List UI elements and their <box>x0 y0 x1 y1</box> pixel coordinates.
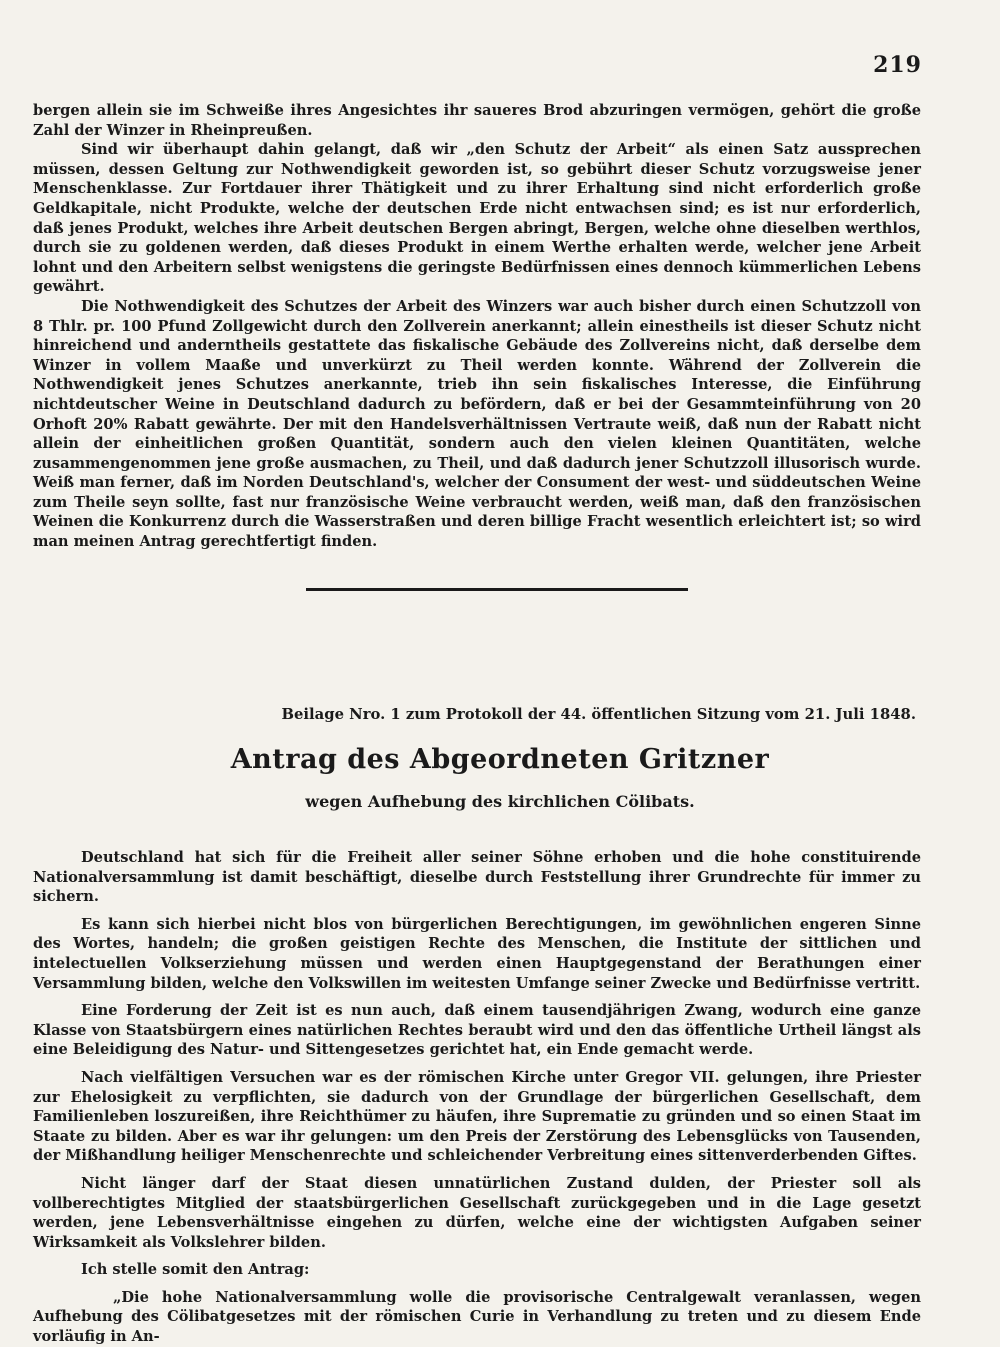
page-number: 219 <box>873 52 922 78</box>
paragraph: Nach vielfältigen Versuchen war es der römischen Kirche unter Gregor VII. gelungen, ihre Priester zur Ehelosigkeit zu verpflichten, sie dadurch von der Grundlage der bürgerlichen Gesellschaft, dem Familienleben loszureißen, ihre Reichthümer zu häufen, ihre Suprematie zu gründen und so einen Staat im Staate zu bilden. Aber es war ihr gelungen: um den Preis der Zerstörung des Lebensglücks von Tausenden, der Mißhandlung heiliger Menschenrechte und schleichender Verbreitung eines sittenverderbenden Giftes. <box>33 1068 921 1165</box>
paragraph: Eine Forderung der Zeit ist es nun auch, daß einem tausendjährigen Zwang, wodurch eine ganze Klasse von Staatsbürgern eines natürlichen Rechtes beraubt wird und den das öffentliche Urtheil längst als eine Beleidigung des Natur- und Sittengesetzes gerichtet hat, ein Ende gemacht werde. <box>33 1002 921 1059</box>
antrag-title: Antrag des Abgeordneten Gritzner <box>230 744 770 775</box>
paragraph: Ich stelle somit den Antrag: <box>81 1261 310 1279</box>
section-winzer <box>33 101 921 552</box>
paragraph: Nicht länger darf der Staat diesen unnatürlichen Zustand dulden, der Priester soll als vollberechtigtes Mitglied der staatsbürgerlichen Gesellschaft zurückgegeben und in die Lage gesetzt werden, jene Lebensverhältnisse eingehen zu dürfen, welche eine der wichtigsten Aufgaben seiner Wirksamkeit als Volkslehrer bilden. <box>33 1174 921 1251</box>
paragraph: Sind wir überhaupt dahin gelangt, daß wir „den Schutz der Arbeit“ als einen Satz aussprechen müssen, dessen Geltung zur Nothwendigkeit geworden ist, so gebührt dieser Schutz vorzugsweise jener Menschenklasse. Zur Fortdauer ihrer Thätigkeit und zu ihrer Erhaltung sind nicht erforderlich große Geldkapitale, nicht Produkte, welche der deutschen Erde nicht entwachsen sind; es ist nur erforderlich, daß jenes Produkt, welches ihre Arbeit deutschen Bergen abringt, Bergen, welche ohne dieselben werthlos, durch sie zu goldenen werden, daß dieses Produkt in einem Werthe erhalten werde, welcher jene Arbeit lohnt und den Arbeitern selbst wenigstens die geringste Bedürfnissen eines dennoch kümmerlichen Lebens gewährt. <box>33 141 921 296</box>
section-divider <box>306 588 688 591</box>
paragraph: bergen allein sie im Schweiße ihres Angesichtes ihr saueres Brod abzuringen vermögen, gehört die große Zahl der Winzer in Rheinpreußen. <box>33 102 921 139</box>
paragraph: Es kann sich hierbei nicht blos von bürgerlichen Berechtigungen, im gewöhnlichen engeren Sinne des Wortes, handeln; die großen geistigen Rechte des Menschen, die Institute der sittlichen und intelectuellen Volkserziehung müssen und werden einen Hauptgegenstand der Berathungen einer Versammlung bilden, welche den Volkswillen im weitesten Umfange seiner Zwecke und Bedürfnisse vertritt. <box>33 915 921 992</box>
beilage-heading: Beilage Nro. 1 zum Protokoll der 44. öffentlichen Sitzung vom 21. Juli 1848. <box>281 706 916 723</box>
section-antrag <box>33 848 921 1347</box>
paragraph: Deutschland hat sich für die Freiheit aller seiner Söhne erhoben und die hohe constituirende Nationalversammlung ist damit beschäftigt, dieselbe durch Feststellung ihrer Grundrechte für immer zu sichern. <box>33 849 921 906</box>
paragraph: Die Nothwendigkeit des Schutzes der Arbeit des Winzers war auch bisher durch einen Schutzzoll von 8 Thlr. pr. 100 Pfund Zollgewicht durch den Zollverein anerkannt; allein einestheils ist dieser Schutz nicht hinreichend und anderntheils gestattete das fiskalische Gebäude des Zollvereins nicht, daß derselbe dem Winzer in vollem Maaße und unverkürzt zu Theil werden konnte. Während der Zollverein die Nothwendigkeit jenes Schutzes anerkannte, trieb ihn sein fiskalisches Interesse, die Einführung nichtdeutscher Weine in Deutschland dadurch zu befördern, daß er bei der Gesammteinführung von 20 Orhoft 20% Rabatt gewährte. Der mit den Handelsverhältnissen Vertraute weiß, daß nun der Rabatt nicht allein der einheitlichen großen Quantität, sondern auch den vielen kleinen Quantitäten, welche zusammengenommen jene große ausmachen, zu Theil, und daß dadurch jener Schutzzoll illusorisch wurde. Weiß man ferner, daß im Norden Deutschland's, welcher der Consument der west- und süddeutschen Weine zum Theile seyn sollte, fast nur französische Weine verbraucht werden, weiß man, daß den französischen Weinen die Konkurrenz durch die Wasserstraßen und deren billige Fracht wesentlich erleichtert ist; so wird man meinen Antrag gerechtfertigt finden. <box>33 297 921 551</box>
quoted-motion: „Die hohe Nationalversammlung wolle die provisorische Centralgewalt veranlassen, wegen Aufhebung des Cölibatgesetzes mit der römischen Curie in Verhandlung zu treten und zu diesem Ende vorläufig in An- <box>33 1288 921 1346</box>
antrag-subtitle: wegen Aufhebung des kirchlichen Cölibats. <box>305 792 695 811</box>
